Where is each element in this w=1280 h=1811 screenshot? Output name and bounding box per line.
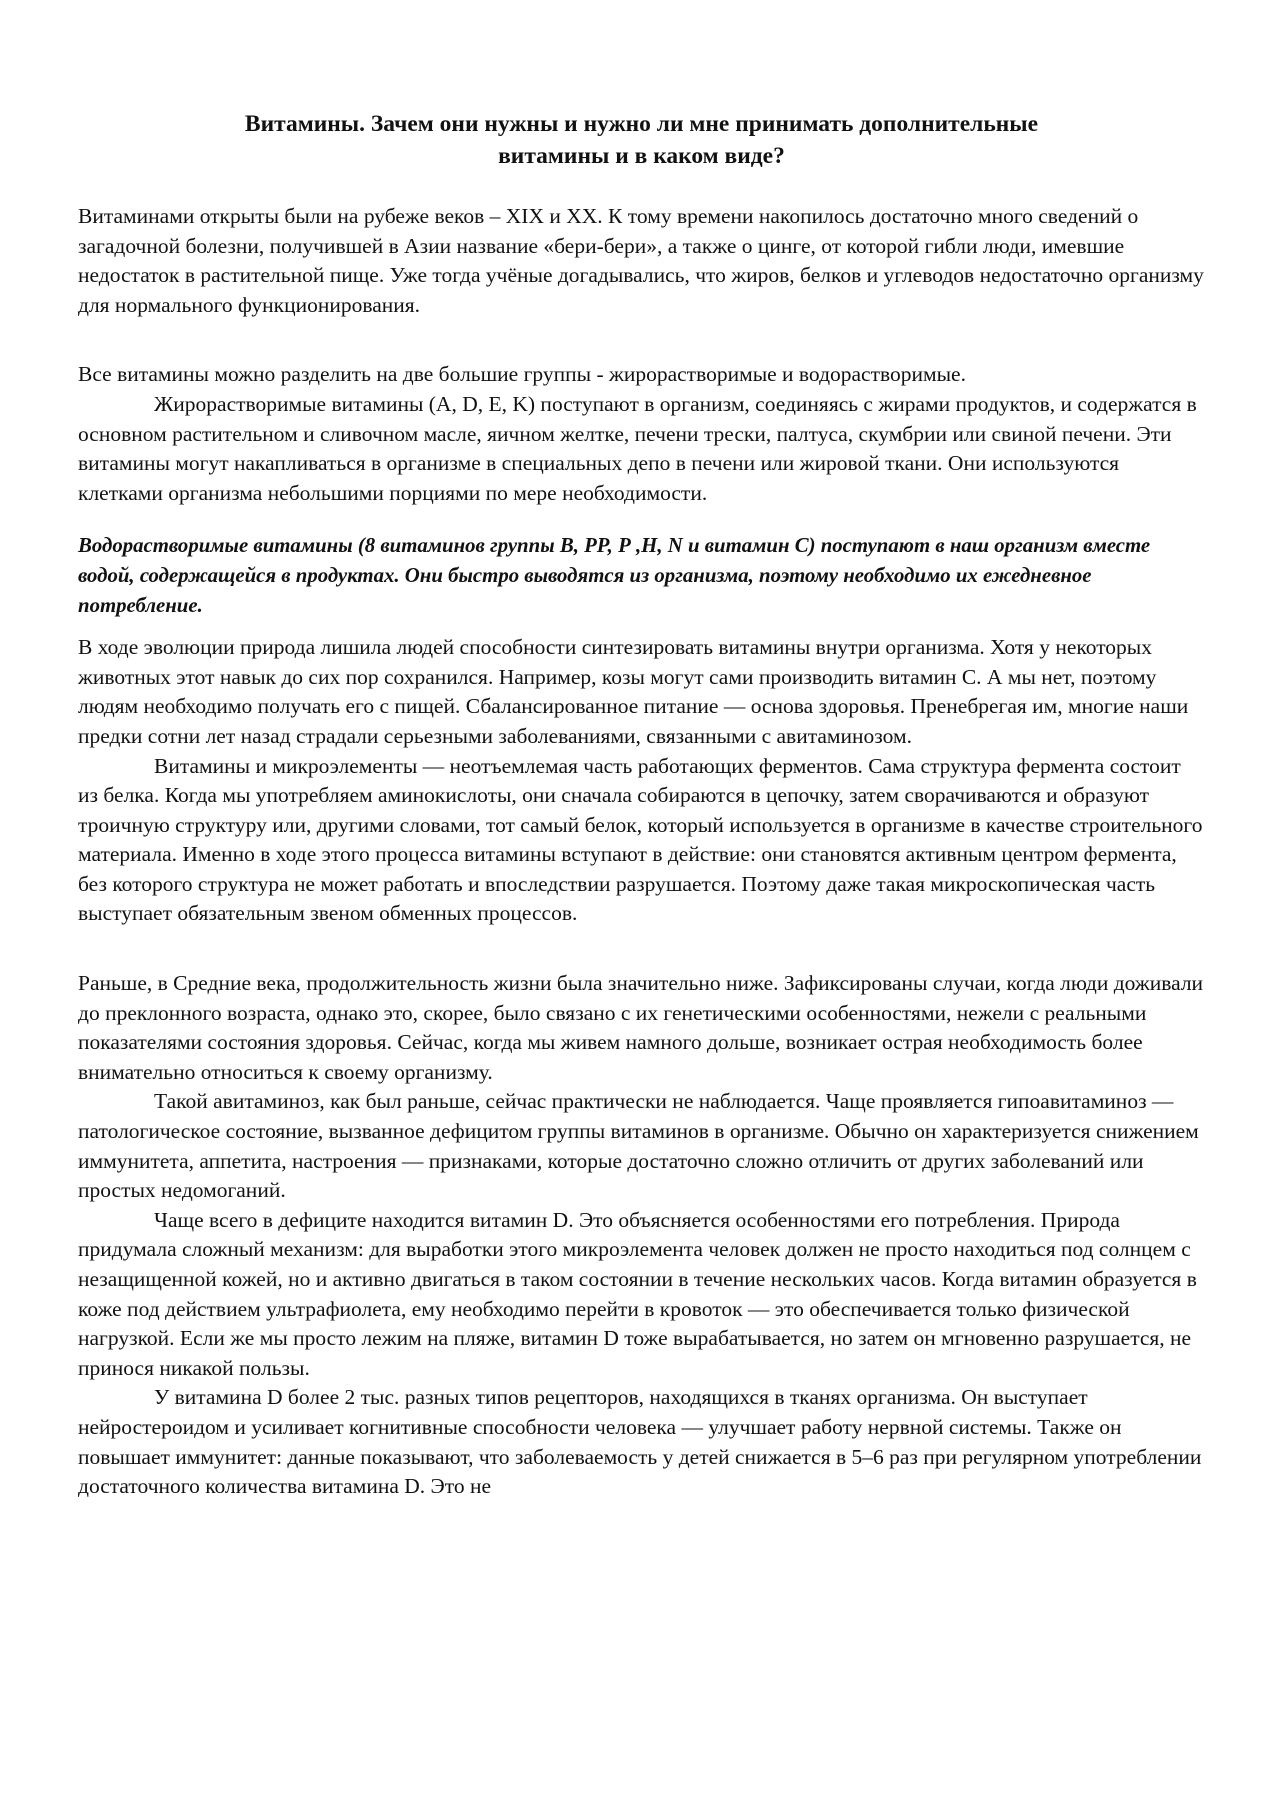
paragraph-history: Витаминами открыты были на рубеже веков – XIX и XX. К тому времени накопилось достаточно много сведений о загадочной болезни, получившей в Азии название «бери-бери», а также о цинге, от которой гибли люди, имевшие недостаток в растительной пище. Уже тогда учёные догадывались, что жиров, белков и углеводов недостаточно организму для нормального функционирования. [78,204,1204,317]
paragraph-middle-ages: Раньше, в Средние века, продолжительность жизни была значительно ниже. Зафиксированы случаи, когда люди доживали до преклонного возраста, однако это, скорее, было связано с их генетическими особенностями, нежели с реальными показателями состояния здоровья. Сейчас, когда мы живем намного дольше, возникает острая необходимость более внимательно относиться к своему организму. [78,971,1204,1084]
paragraph-hypovitaminosis: Такой авитаминоз, как был раньше, сейчас практически не наблюдается. Чаще проявляется гипоавитаминоз — патологическое состояние, вызванное дефицитом группы витаминов в организме. Обычно он характеризуется снижением иммунитета, аппетита, настроения — признаками, которые достаточно сложно отличить от других заболеваний или простых недомоганий. [78,1089,1199,1203]
paragraph-water-soluble-emphasis: Водорастворимые витамины (8 витаминов группы В, РР, Р ,Н, N и витамин С) поступают в наш организм вместе водой, содержащейся в продуктах. Они быстро выводятся из организма, поэтому необходимо их ежедневное потребление. [78,534,1151,617]
document-title [78,108,1205,172]
paragraph-enzymes: Витамины и микроэлементы — неотъемлемая часть работающих ферментов. Сама структура фермента состоит из белка. Когда мы употребляем аминокислоты, они сначала собираются в цепочку, затем сворачиваются и образуют троичную структуру или, другими словами, тот самый белок, который используется в организме в качестве строительного материала. Именно в ходе этого процесса витамины вступают в действие: они становятся активным центром фермента, без которого структура не может работать и впоследствии разрушается. Поэтому даже такая микроскопическая часть выступает обязательным звеном обменных процессов. [78,753,1203,926]
title-line-2: витамины и в каком виде? [498,143,785,169]
paragraph-vitamin-d-receptors: У витамина D более 2 тыс. разных типов рецепторов, находящихся в тканях организма. Он выступает нейростероидом и усиливает когнитивные способности человека — улучшает работу нервной системы. Также он повышает иммунитет: данные показывают, что заболеваемость у детей снижается в 5–6 раз при регулярном употреблении достаточного количества витамина D. Это не [78,1385,1202,1499]
paragraph-vitamin-d-deficit: Чаще всего в дефиците находится витамин D. Это объясняется особенностями его потребления. Природа придумала сложный механизм: для выработки этого микроэлемента человек должен не просто находиться под солнцем с незащищенной кожей, но и активно двигаться в таком состоянии в течение нескольких часов. Когда витамин образуется в коже под действием ультрафиолета, ему необходимо перейти в кровоток — это обеспечивается только физической нагрузкой. Если же мы просто лежим на пляже, витамин D тоже вырабатывается, но затем он мгновенно разрушается, не принося никакой пользы. [78,1207,1197,1380]
paragraph-vitamin-groups: Все витамины можно разделить на две большие группы - жирорастворимые и водорастворимые. [78,362,966,387]
paragraph-fat-soluble: Жирорастворимые витамины (A, D, E, K) поступают в организм, соединяясь с жирами продуктов, и содержатся в основном растительном и сливочном масле, яичном желтке, печени трески, палтуса, скумбрии или свиной печени. Эти витамины могут накапливаться в организме в специальных депо в печени или жировой ткани. Они используются клетками организма небольшими порциями по мере необходимости. [78,391,1197,505]
title-line-1: Витамины. Зачем они нужны и нужно ли мне принимать дополнительные [244,111,1039,137]
paragraph-evolution: В ходе эволюции природа лишила людей способности синтезировать витамины внутри организма. Хотя у некоторых животных этот навык до сих пор сохранился. Например, козы могут сами производить витамин С. А мы нет, поэтому людям необходимо получать его с пищей. Сбалансированное питание — основа здоровья. Пренебрегая им, многие наши предки сотни лет назад страдали серьезными заболеваниями, связанными с авитаминозом. [78,635,1189,748]
